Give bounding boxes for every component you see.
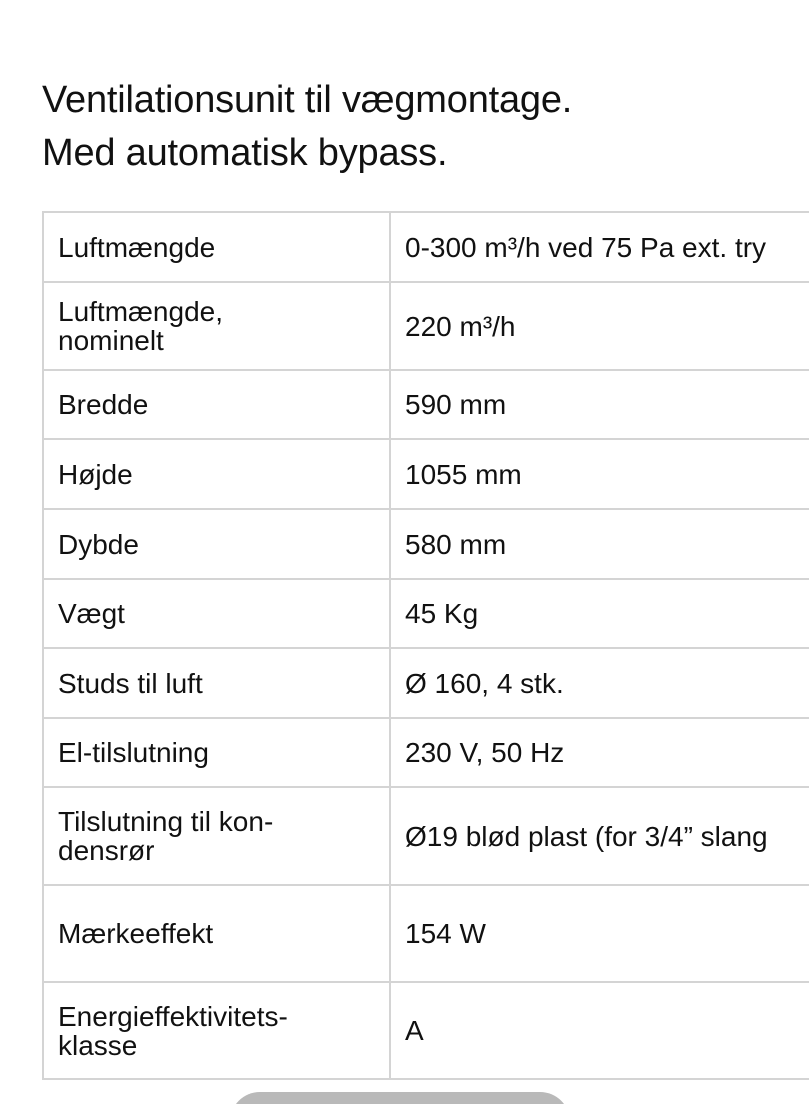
title-line-2: Med automatisk bypass.	[42, 132, 448, 174]
spec-label: Dybde	[43, 509, 390, 579]
spec-label: Studs til luft	[43, 648, 390, 718]
table-row	[43, 439, 809, 509]
table-row	[43, 579, 809, 648]
spec-value: 580 mm	[390, 509, 809, 579]
spec-label: Luftmængde	[43, 212, 390, 282]
spec-label: Højde	[43, 439, 390, 509]
spec-value: 590 mm	[390, 370, 809, 439]
spec-label-line: Energieffektivitets-	[58, 1000, 288, 1032]
spec-label: Bredde	[43, 370, 390, 439]
spec-label	[43, 787, 390, 885]
spec-label-line: klasse	[58, 1029, 138, 1061]
page-title	[42, 74, 802, 180]
spec-label-line: nominelt	[58, 325, 164, 356]
table-row	[43, 982, 809, 1079]
table-row	[43, 370, 809, 439]
action-button[interactable]	[230, 1092, 570, 1104]
spec-value: 1055 mm	[390, 439, 809, 509]
spec-label: Vægt	[43, 579, 390, 648]
table-row	[43, 282, 809, 370]
table-row	[43, 212, 809, 282]
spec-label-line: Tilslutning til kon-	[58, 806, 274, 837]
spec-value: 230 V, 50 Hz	[390, 718, 809, 787]
spec-value: 45 Kg	[390, 579, 809, 648]
spec-value: 220 m³/h	[390, 282, 809, 370]
spec-table	[42, 211, 809, 1080]
table-row	[43, 787, 809, 885]
spec-value: 0-300 m³/h ved 75 Pa ext. try	[390, 212, 809, 282]
spec-value: A	[390, 982, 809, 1079]
spec-label: El-tilslutning	[43, 718, 390, 787]
table-row	[43, 718, 809, 787]
spec-label	[43, 282, 390, 370]
title-line-1: Ventilationsunit til vægmontage.	[42, 79, 573, 121]
spec-value: Ø 160, 4 stk.	[390, 648, 809, 718]
spec-value: 154 W	[390, 885, 809, 982]
table-row	[43, 509, 809, 579]
spec-label: Mærkeeffekt	[43, 885, 390, 982]
table-row	[43, 648, 809, 718]
spec-label-line: densrør	[58, 835, 155, 866]
spec-value: Ø19 blød plast (for 3/4” slang	[390, 787, 809, 885]
table-row	[43, 885, 809, 982]
spec-label	[43, 982, 390, 1079]
spec-label-line: Luftmængde,	[58, 296, 223, 327]
